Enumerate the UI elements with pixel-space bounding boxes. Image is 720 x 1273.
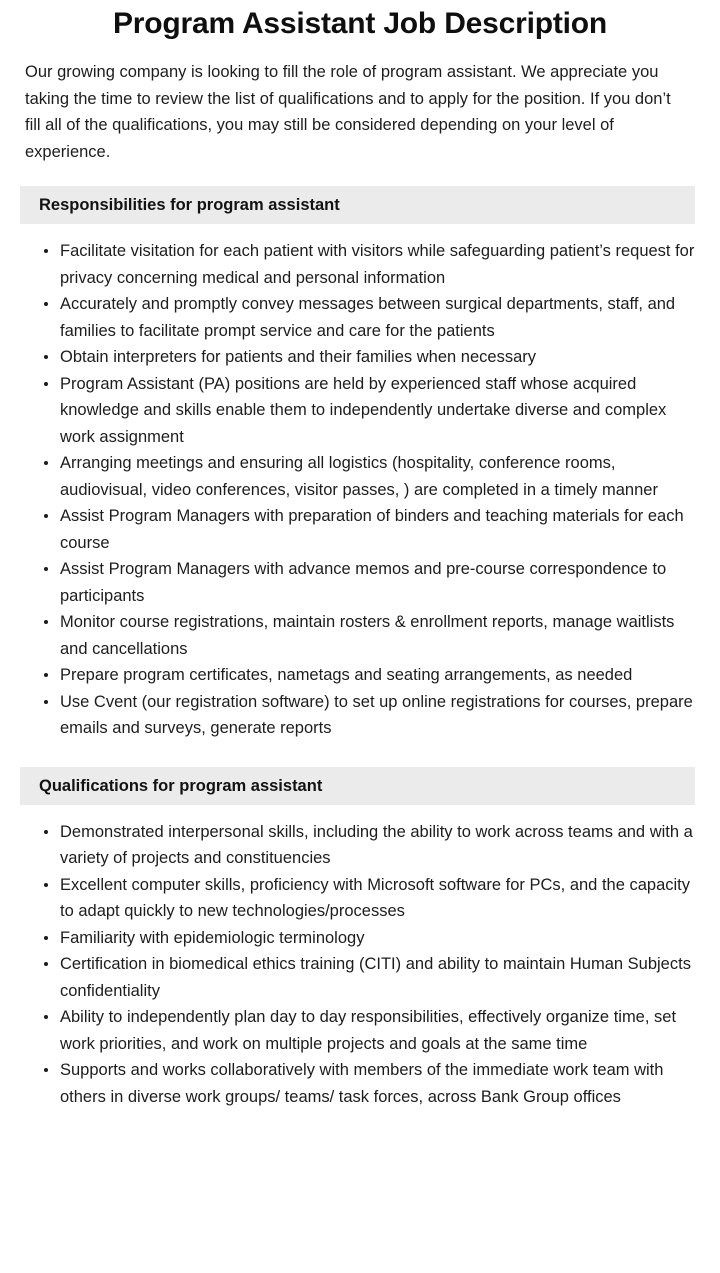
bullet-list [0,805,720,1111]
section-header [20,186,695,224]
list-item: Monitor course registrations, maintain rosters & enrollment reports, manage waitlists and cancellations [0,609,695,662]
list-item: Ability to independently plan day to day responsibilities, effectively organize time, set work priorities, and work on multiple projects and goals at the same time [0,1004,695,1057]
list-item: Assist Program Managers with preparation of binders and teaching materials for each course [0,503,695,556]
section [0,767,720,1141]
list-item: Demonstrated interpersonal skills, including the ability to work across teams and with a variety of projects and constituencies [0,819,695,872]
section-header-label: Qualifications for program assistant [39,776,323,795]
list-item: Familiarity with epidemiologic terminology [0,925,695,952]
list-item: Excellent computer skills, proficiency with Microsoft software for PCs, and the capacity to adapt quickly to new technologies/processes [0,872,695,925]
bullet-list [0,224,720,742]
list-item: Program Assistant (PA) positions are held by experienced staff whose acquired knowledge and skills enable them to independently undertake diverse and complex work assignment [0,371,695,451]
list-item: Assist Program Managers with advance memos and pre-course correspondence to participants [0,556,695,609]
list-item: Accurately and promptly convey messages between surgical departments, staff, and families to facilitate prompt service and care for the patients [0,291,695,344]
list-item: Obtain interpreters for patients and their families when necessary [0,344,695,371]
list-item: Prepare program certificates, nametags and seating arrangements, as needed [0,662,695,689]
intro-paragraph: Our growing company is looking to fill the role of program assistant. We appreciate you taking the time to review the list of qualifications and to apply for the position. If you don’t fill all of the qualifications, you may still be considered depending on your level of experience. [25,63,671,161]
sections-container [0,186,720,1140]
list-item: Certification in biomedical ethics training (CITI) and ability to maintain Human Subjects confidentiality [0,951,695,1004]
section-body [0,224,720,746]
section [0,186,720,746]
list-item: Supports and works collaboratively with members of the immediate work team with others in diverse work groups/ teams/ task forces, across Bank Group offices [0,1057,695,1110]
list-item: Use Cvent (our registration software) to set up online registrations for courses, prepare emails and surveys, generate reports [0,689,695,742]
section-body [0,805,720,1141]
page-title: Program Assistant Job Description [112,7,608,40]
section-header [20,767,695,805]
list-item: Arranging meetings and ensuring all logistics (hospitality, conference rooms, audiovisual, video conferences, visitor passes, ) are completed in a timely manner [0,450,695,503]
section-header-label: Responsibilities for program assistant [39,196,340,214]
list-item: Facilitate visitation for each patient with visitors while safeguarding patient’s request for privacy concerning medical and personal information [0,238,695,291]
